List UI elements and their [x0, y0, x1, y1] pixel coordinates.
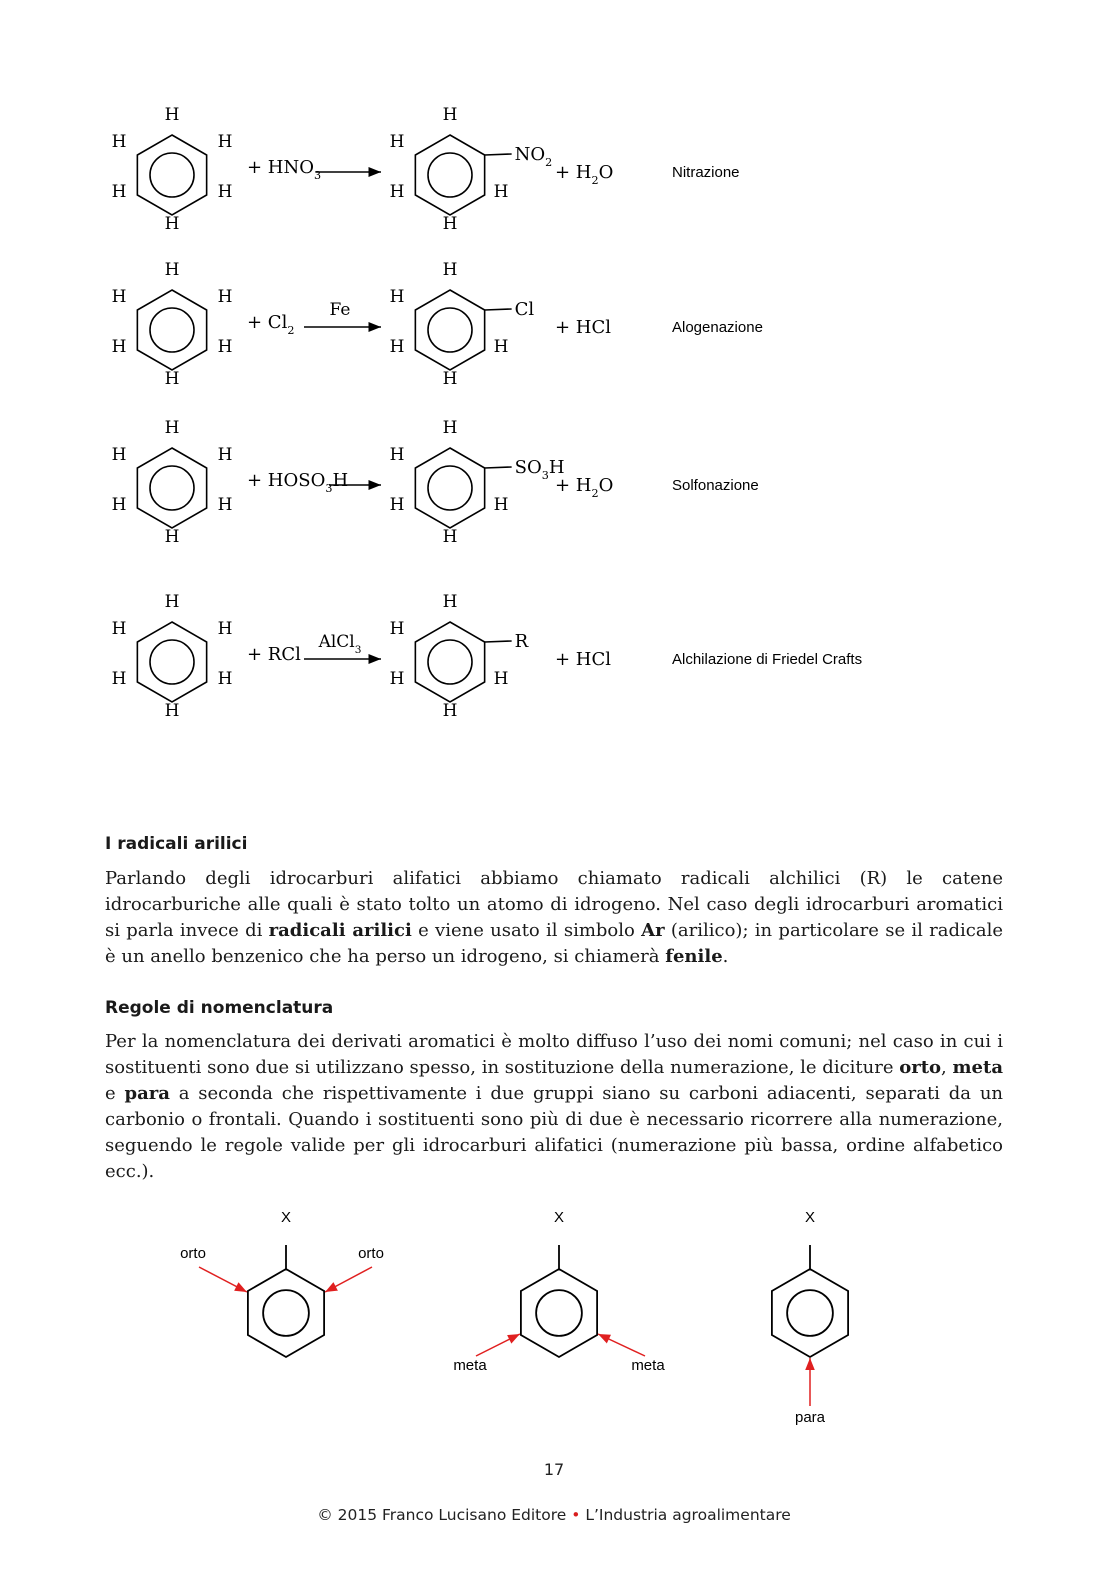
page-number: 17	[543, 1460, 565, 1479]
substituent-group	[515, 631, 529, 652]
hydrogen-label: H	[217, 182, 233, 202]
reaction-row-2	[112, 260, 763, 389]
hydrogen-label: H	[164, 701, 180, 721]
footer-bullet: •	[571, 1506, 581, 1524]
catalyst-label	[318, 632, 362, 656]
benzene-ring	[772, 1269, 848, 1357]
position-arrow	[598, 1334, 645, 1356]
reagent-label-main: + Cl	[247, 312, 288, 333]
hydrogen-label: H	[217, 287, 233, 307]
substituent-group-main: NO	[514, 144, 546, 165]
hydrogen-label: H	[442, 418, 458, 438]
benzene-ring	[521, 1269, 597, 1357]
substituent-bond	[485, 641, 512, 642]
aromatic-circle	[263, 1290, 309, 1336]
benzene-reactant-aromatic-circle	[150, 640, 194, 684]
hydrogen-label: H	[217, 619, 233, 639]
benzene-reactant-aromatic-circle	[150, 308, 194, 352]
substituent-x-label: X	[804, 1209, 816, 1226]
orto-label-right: orto	[358, 1245, 384, 1262]
substituent-group-main: R	[514, 631, 529, 652]
byproduct-label	[555, 317, 611, 338]
reaction-scheme	[0, 95, 1116, 745]
substituent-group-sub: 3	[541, 469, 549, 482]
reagent-label	[247, 312, 294, 337]
hydrogen-label: H	[111, 495, 127, 515]
byproduct-label-main: + HCl	[555, 649, 612, 670]
hydrogen-label: H	[493, 182, 509, 202]
hydrogen-label: H	[389, 287, 405, 307]
aromatic-circle	[536, 1290, 582, 1336]
substitution-positions-diagram	[0, 1200, 1116, 1440]
catalyst-label-sub: 3	[354, 644, 362, 656]
hydrogen-label: H	[389, 619, 405, 639]
hydrogen-label: H	[164, 592, 180, 612]
benzene-reactant-aromatic-circle	[150, 466, 194, 510]
catalyst-label	[330, 300, 351, 320]
substituent-x-label: X	[553, 1209, 565, 1226]
benzene-reactant-aromatic-circle	[150, 153, 194, 197]
byproduct-label-main: + H	[555, 475, 592, 496]
reaction-row-1	[112, 105, 740, 234]
position-arrow	[476, 1334, 520, 1356]
page-footer	[0, 1506, 1108, 1524]
byproduct-label	[555, 162, 613, 187]
hydrogen-label: H	[389, 337, 405, 357]
byproduct-label-sub: 2	[591, 174, 599, 187]
paragraph-nomenclatura: Per la nomenclatura dei derivati aromatici è molto diffuso l’uso dei nomi comuni; nel caso in cui i sostituenti sono due si utilizzano spesso, in sostituzione della numerazione, le diciture orto, meta e para a seconda che rispettivamente i due gruppi siano su carboni adiacenti, separati da un carbonio o frontali. Quando i sostituenti sono più di due è necessario ricorrere alla numerazione, seguendo le regole valide per gli idrocarburi alifatici (numerazione più bassa, ordine alfabetico ecc.).	[105, 1031, 1004, 1182]
substituent-group	[515, 299, 535, 320]
hydrogen-label: H	[164, 214, 180, 234]
hydrogen-label: H	[111, 619, 127, 639]
aromatic-circle	[787, 1290, 833, 1336]
hydrogen-label: H	[217, 669, 233, 689]
hydrogen-label: H	[389, 669, 405, 689]
hydrogen-label: H	[111, 445, 127, 465]
substituent-bond	[485, 309, 512, 310]
hydrogen-label: H	[217, 132, 233, 152]
reagent-label-main: + HOSO	[247, 470, 326, 491]
section-heading-nomenclatura: Regole di nomenclatura	[105, 998, 334, 1018]
substituent-group-main: SO	[514, 457, 542, 478]
byproduct-label	[555, 649, 611, 670]
byproduct-label-sub: 2	[591, 487, 599, 500]
hydrogen-label: H	[164, 105, 180, 125]
byproduct-label	[555, 475, 613, 500]
byproduct-label-main: + H	[555, 162, 592, 183]
benzene-product-ring	[415, 622, 484, 702]
hydrogen-label: H	[217, 337, 233, 357]
substituent-x-label: X	[280, 1209, 292, 1226]
benzene-reactant-ring	[137, 135, 206, 215]
reaction-name: Alchilazione di Friedel Crafts	[672, 651, 863, 668]
byproduct-label-tail: O	[598, 162, 614, 183]
reagent-label-main: + HNO	[247, 157, 315, 178]
hydrogen-label: H	[442, 105, 458, 125]
hydrogen-label: H	[111, 132, 127, 152]
hydrogen-label: H	[164, 418, 180, 438]
reagent-label	[247, 470, 348, 495]
paragraph-radicali-arilici: Parlando degli idrocarburi alifatici abbiamo chiamato radicali alchilici (R) le catene idrocarburiche alle quali è stato tolto un atomo di idrogeno. Nel caso degli idrocarburi aromatici si parla invece di radicali arilici e viene usato il simbolo Ar (arilico); in particolare se il radicale è un anello benzenico che ha perso un idrogeno, si chiamerà fenile.	[105, 868, 1004, 967]
hydrogen-label: H	[111, 182, 127, 202]
footer-copyright: © 2015 Franco Lucisano Editore	[317, 1506, 567, 1524]
byproduct-label-tail: O	[598, 475, 614, 496]
reaction-name: Alogenazione	[672, 319, 763, 336]
benzene-reactant-ring	[137, 622, 206, 702]
hydrogen-label: H	[442, 214, 458, 234]
benzene-product-aromatic-circle	[428, 308, 472, 352]
reagent-label	[247, 644, 301, 665]
reaction-name: Nitrazione	[672, 164, 740, 181]
hydrogen-label: H	[493, 495, 509, 515]
hydrogen-label: H	[442, 527, 458, 547]
benzene-product-ring	[415, 290, 484, 370]
hydrogen-label: H	[389, 495, 405, 515]
hydrogen-label: H	[442, 369, 458, 389]
reagent-label-sub: 3	[325, 482, 333, 495]
hydrogen-label: H	[389, 445, 405, 465]
reaction-row-3	[112, 418, 759, 547]
position-example-meta	[453, 1209, 665, 1374]
footer-book-title: L’Industria agroalimentare	[585, 1506, 791, 1524]
benzene-product-aromatic-circle	[428, 153, 472, 197]
substituent-group-sub: 2	[545, 156, 553, 169]
hydrogen-label: H	[217, 495, 233, 515]
position-example-orto	[180, 1209, 384, 1357]
reagent-label-tail: H	[332, 470, 349, 491]
benzene-product-aromatic-circle	[428, 466, 472, 510]
benzene-product-ring	[415, 135, 484, 215]
hydrogen-label: H	[111, 287, 127, 307]
reagent-label-sub: 2	[287, 324, 295, 337]
orto-label-left: orto	[180, 1245, 206, 1262]
byproduct-label-main: + HCl	[555, 317, 612, 338]
hydrogen-label: H	[111, 669, 127, 689]
hydrogen-label: H	[389, 182, 405, 202]
reaction-row-4	[112, 592, 862, 721]
position-example-para	[772, 1209, 848, 1426]
hydrogen-label: H	[389, 132, 405, 152]
reagent-label	[247, 157, 321, 182]
reagent-label-sub: 3	[314, 169, 322, 182]
hydrogen-label: H	[493, 337, 509, 357]
position-arrow	[199, 1267, 247, 1292]
meta-label-left: meta	[453, 1357, 487, 1374]
hydrogen-label: H	[442, 701, 458, 721]
hydrogen-label: H	[217, 445, 233, 465]
meta-label-right: meta	[631, 1357, 665, 1374]
substituent-group-main: Cl	[514, 299, 535, 320]
benzene-reactant-ring	[137, 448, 206, 528]
hydrogen-label: H	[164, 527, 180, 547]
catalyst-label-main: Fe	[329, 300, 351, 320]
hydrogen-label: H	[111, 337, 127, 357]
catalyst-label-main: AlCl	[318, 632, 355, 652]
substituent-group	[515, 144, 553, 169]
hydrogen-label: H	[493, 669, 509, 689]
hydrogen-label: H	[442, 592, 458, 612]
reaction-name: Solfonazione	[672, 477, 759, 494]
section-heading-radicali-arilici: I radicali arilici	[105, 834, 248, 854]
benzene-ring	[248, 1269, 324, 1357]
hydrogen-label: H	[164, 260, 180, 280]
substituent-group-tail: H	[548, 457, 565, 478]
substituent-bond	[485, 154, 512, 155]
substituent-bond	[485, 467, 512, 468]
reagent-label-main: + RCl	[247, 644, 301, 665]
benzene-product-aromatic-circle	[428, 640, 472, 684]
hydrogen-label: H	[442, 260, 458, 280]
hydrogen-label: H	[164, 369, 180, 389]
para-label: para	[794, 1409, 826, 1426]
benzene-product-ring	[415, 448, 484, 528]
position-arrow	[325, 1267, 372, 1292]
benzene-reactant-ring	[137, 290, 206, 370]
